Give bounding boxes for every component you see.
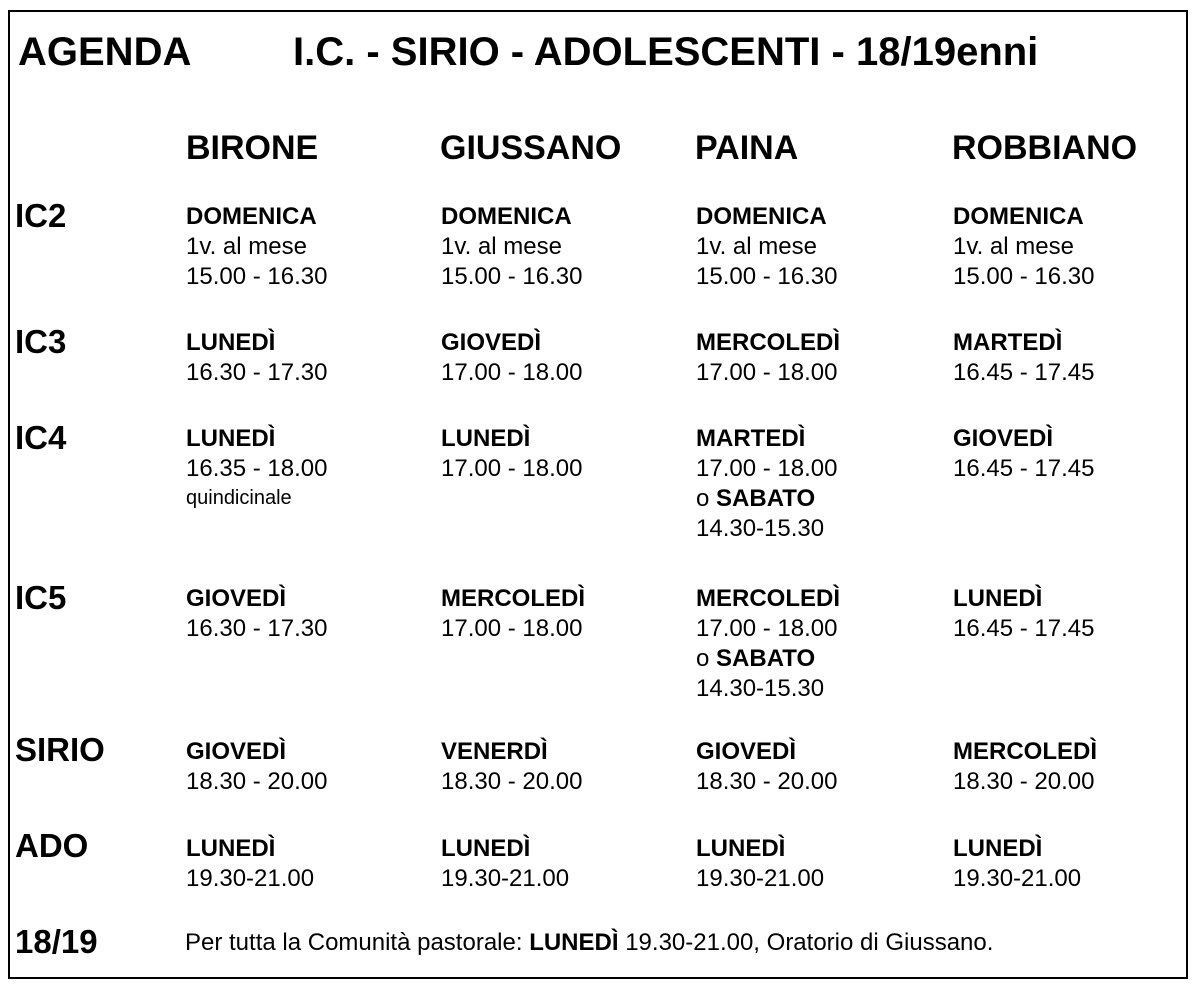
- cell-time: 15.00 - 16.30: [696, 263, 838, 290]
- cell-day: LUNEDÌ: [441, 835, 531, 862]
- cell-alternative: [696, 644, 840, 674]
- cell-time: 19.30-21.00: [953, 865, 1082, 892]
- row-label-sirio: SIRIO: [15, 731, 105, 768]
- cell-day: LUNEDÌ: [953, 835, 1043, 862]
- cell-time: 19.30-21.00: [441, 865, 570, 892]
- schedule-cell: [186, 424, 327, 512]
- schedule-cell: [441, 737, 582, 797]
- row-label-ic4: IC4: [15, 419, 67, 456]
- cell-note: quindicinale: [186, 487, 292, 509]
- cell-day: GIOVEDÌ: [953, 425, 1054, 452]
- schedule-cell: [441, 424, 582, 484]
- cell-day: MERCOLEDÌ: [953, 738, 1097, 765]
- cell-time: 19.30-21.00: [696, 865, 825, 892]
- cell-day: LUNEDÌ: [953, 585, 1043, 612]
- schedule-cell: [186, 584, 327, 644]
- cell-day: DOMENICA: [186, 203, 317, 230]
- cell-day: VENERDÌ: [441, 738, 548, 765]
- cell-time: 17.00 - 18.00: [696, 615, 838, 642]
- alt-day: SABATO: [716, 485, 816, 512]
- cell-day: LUNEDÌ: [441, 425, 531, 452]
- alt-prefix: o: [696, 645, 710, 672]
- cell-time: 16.35 - 18.00: [186, 455, 328, 482]
- schedule-cell: [441, 584, 585, 644]
- footer-text-before: Per tutta la Comunità pastorale:: [185, 929, 530, 956]
- cell-day: MERCOLEDÌ: [441, 585, 585, 612]
- row-label-18-19: 18/19: [15, 923, 98, 960]
- schedule-cell: [696, 584, 840, 704]
- cell-time: 18.30 - 20.00: [441, 768, 583, 795]
- cell-time: 18.30 - 20.00: [696, 768, 838, 795]
- cell-time: 17.00 - 18.00: [441, 359, 583, 386]
- alt-time: 14.30-15.30: [696, 675, 825, 702]
- cell-time: 17.00 - 18.00: [441, 615, 583, 642]
- cell-time: 16.45 - 17.45: [953, 455, 1095, 482]
- agenda-title: AGENDA: [18, 30, 192, 74]
- schedule-cell: [953, 834, 1081, 894]
- cell-day: GIOVEDÌ: [186, 738, 287, 765]
- cell-day: MERCOLEDÌ: [696, 329, 840, 356]
- cell-frequency: 1v. al mese: [953, 233, 1074, 260]
- cell-day: GIOVEDÌ: [696, 738, 797, 765]
- schedule-cell: [441, 328, 582, 388]
- schedule-cell: [186, 737, 327, 797]
- cell-alternative: [696, 484, 837, 514]
- cell-time: 15.00 - 16.30: [953, 263, 1095, 290]
- footer-day: LUNEDÌ: [529, 929, 619, 956]
- cell-time: 18.30 - 20.00: [953, 768, 1095, 795]
- schedule-cell: [696, 202, 837, 292]
- cell-day: LUNEDÌ: [186, 329, 276, 356]
- footer-note: [185, 928, 993, 958]
- cell-time: 19.30-21.00: [186, 865, 315, 892]
- cell-day: GIOVEDÌ: [441, 329, 542, 356]
- alt-day: SABATO: [716, 645, 816, 672]
- cell-time: 16.30 - 17.30: [186, 359, 328, 386]
- schedule-cell: [696, 328, 840, 388]
- row-label-ic3: IC3: [15, 323, 67, 360]
- column-header-giussano: GIUSSANO: [440, 129, 622, 167]
- cell-time: 18.30 - 20.00: [186, 768, 328, 795]
- column-header-robbiano: ROBBIANO: [952, 129, 1138, 167]
- cell-time: 15.00 - 16.30: [441, 263, 583, 290]
- cell-time: 15.00 - 16.30: [186, 263, 328, 290]
- alt-prefix: o: [696, 485, 710, 512]
- cell-day: LUNEDÌ: [696, 835, 786, 862]
- cell-day: LUNEDÌ: [186, 835, 276, 862]
- cell-day: DOMENICA: [696, 203, 827, 230]
- schedule-cell: [953, 424, 1094, 484]
- cell-day: LUNEDÌ: [186, 425, 276, 452]
- schedule-cell: [441, 202, 582, 292]
- cell-time: 16.45 - 17.45: [953, 359, 1095, 386]
- footer-text-after: 19.30-21.00, Oratorio di Giussano.: [618, 929, 994, 956]
- alt-time: 14.30-15.30: [696, 515, 825, 542]
- schedule-cell: [953, 737, 1097, 797]
- cell-time: 17.00 - 18.00: [696, 455, 838, 482]
- cell-day: DOMENICA: [441, 203, 572, 230]
- cell-time: 16.30 - 17.30: [186, 615, 328, 642]
- cell-day: MARTEDÌ: [953, 329, 1063, 356]
- schedule-cell: [441, 834, 569, 894]
- cell-time: 17.00 - 18.00: [441, 455, 583, 482]
- schedule-cell: [696, 737, 837, 797]
- cell-frequency: 1v. al mese: [441, 233, 562, 260]
- schedule-cell: [696, 424, 837, 544]
- schedule-cell: [186, 834, 314, 894]
- cell-day: MERCOLEDÌ: [696, 585, 840, 612]
- cell-frequency: 1v. al mese: [186, 233, 307, 260]
- cell-day: DOMENICA: [953, 203, 1084, 230]
- schedule-cell: [953, 584, 1094, 644]
- row-label-ado: ADO: [15, 827, 89, 864]
- cell-time: 16.45 - 17.45: [953, 615, 1095, 642]
- schedule-cell: [186, 202, 327, 292]
- row-label-ic2: IC2: [15, 197, 67, 234]
- schedule-cell: [953, 202, 1094, 292]
- row-label-ic5: IC5: [15, 579, 67, 616]
- column-header-birone: BIRONE: [186, 129, 319, 167]
- cell-day: GIOVEDÌ: [186, 585, 287, 612]
- schedule-cell: [953, 328, 1094, 388]
- cell-frequency: 1v. al mese: [696, 233, 817, 260]
- cell-time: 17.00 - 18.00: [696, 359, 838, 386]
- schedule-cell: [186, 328, 327, 388]
- agenda-subtitle: I.C. - SIRIO - ADOLESCENTI - 18/19enni: [293, 30, 1039, 74]
- cell-day: MARTEDÌ: [696, 425, 806, 452]
- column-header-paina: PAINA: [695, 129, 799, 167]
- schedule-cell: [696, 834, 824, 894]
